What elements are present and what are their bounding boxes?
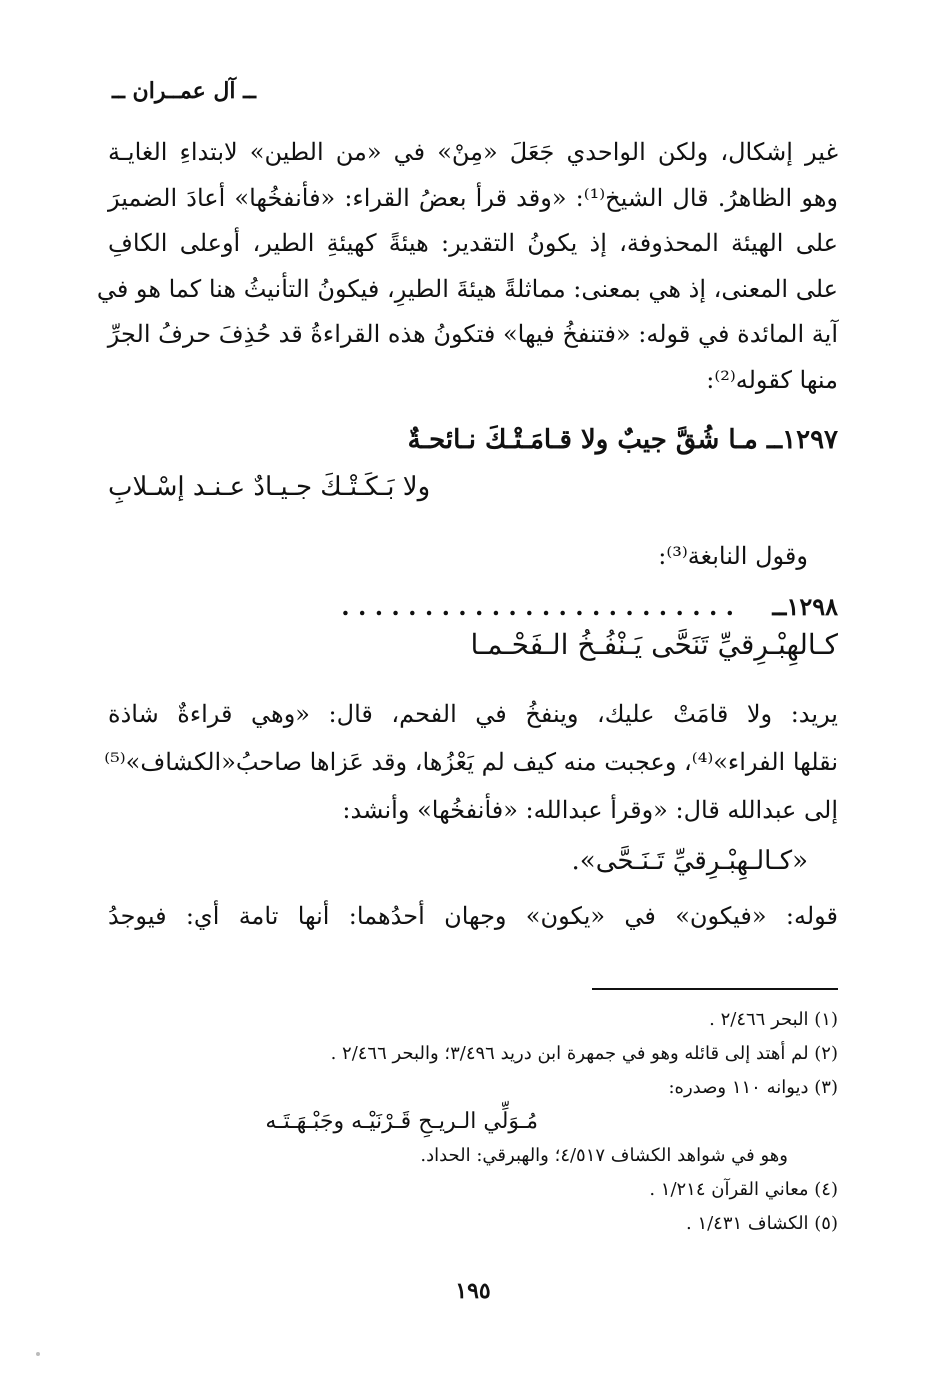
footnote-4: (٤) معاني القرآن ١/٢١٤ . bbox=[649, 1179, 838, 1200]
nabigha-intro: وقول النابغة⁽³⁾: bbox=[658, 542, 808, 570]
quoted-hemistich: «كـالـهِبْـرِقيِّ تَـنَـحَّى». bbox=[571, 846, 808, 876]
verse-1298-second-hemistich: كـالهِبْـرِقيِّ تَنَحَّى يَـنْفُـخُ الـفَحْـمـا bbox=[470, 628, 838, 661]
page-number: ١٩٥ bbox=[455, 1278, 491, 1304]
verse-1297-second-hemistich: ولا بَـكَـتْـكَ جـيـادٌ عـنـد إسْـلابِ bbox=[108, 472, 431, 502]
paragraph-2-line: يريد: ولا قامَتْ عليك، وينفخُ في الفحم، قال: «وهي قراءةٌ شاذة bbox=[108, 700, 838, 728]
paragraph-1-line: آية المائدة في قوله: «فتنفخُ فيها» فتكونُ هذه القراءةُ قد حُذِفَ حرفُ الجرِّ bbox=[107, 320, 838, 349]
verse-1298-number: ١٢٩٨ــ bbox=[772, 592, 838, 621]
closing-line: قوله: «فيكون» في «يكون» وجهان أحدُهما: أنها تامة أي: فيوجدُ bbox=[108, 902, 838, 930]
paragraph-1-line: منها كقوله⁽²⁾: bbox=[706, 365, 838, 394]
verse-1297-second-hemistich-wrap bbox=[108, 472, 838, 502]
footnote-2: (٢) لم أهتد إلى قائله وهو في جمهرة ابن دريد ٣/٤٩٦؛ والبحر ٢/٤٦٦ . bbox=[330, 1043, 838, 1064]
footnote-3: (٣) ديوانه ١١٠ وصدره: bbox=[668, 1077, 838, 1098]
footnote-separator bbox=[592, 988, 838, 990]
footnotes bbox=[98, 1003, 838, 1241]
paragraph-1 bbox=[96, 130, 838, 404]
verse-1298-first-line bbox=[341, 592, 838, 621]
paragraph-2-line: نقلها الفراء»⁽⁴⁾، وعجبت منه كيف لم يَعْزُها، وقد عَزاها صاحبُ«الكشاف»⁽⁵⁾ bbox=[104, 748, 838, 776]
paragraph-2 bbox=[104, 690, 838, 834]
scan-speck bbox=[36, 1352, 40, 1356]
paragraph-1-line: على المعنى، إذ هي بمعنى: مماثلةً هيئةَ الطيرِ، فيكونُ التأنيثُ هنا كما هو في bbox=[96, 274, 838, 303]
footnote-3-note: وهو في شواهد الكشاف ٤/٥١٧؛ والهبرقي: الحداد. bbox=[420, 1145, 788, 1166]
verse-1297-first-hemistich: ١٢٩٧ــ مـا شُقَّ جيبٌ ولا قـامَـتْـكَ نـائحـةٌ bbox=[407, 425, 838, 455]
running-header: ــ آل عمــران ــ bbox=[112, 78, 256, 104]
paragraph-1-line: على الهيئة المحذوفة، إذ يكونُ التقدير: هيئةً كهيئةِ الطير، أوعلى الكافِ bbox=[108, 229, 838, 258]
footnote-3-verse: مُـوَلِّي الـريـحِ قَـرْنَيْـه وجَبْـهَـتَـه bbox=[265, 1109, 538, 1134]
footnote-5: (٥) الكشاف ١/٤٣١ . bbox=[686, 1213, 838, 1234]
paragraph-2-line: إلى عبدالله قال: «وقرأ عبدالله: «فأنفخُها» وأنشد: bbox=[342, 796, 838, 824]
paragraph-1-line: غير إشكال، ولكن الواحدي جَعَلَ «مِنْ» في «من الطين» لابتداءِ الغايـة bbox=[108, 138, 838, 166]
verse-1298-ellipsis: . . . . . . . . . . . . . . . . . . . . . . . . bbox=[341, 592, 735, 621]
paragraph-1-line: وهو الظاهرُ. قال الشيخ⁽¹⁾: «وقد قرأ بعضُ القراء: «فأنفخُها» أعادَ الضميرَ bbox=[108, 183, 838, 212]
footnote-1: (١) البحر ٢/٤٦٦ . bbox=[709, 1009, 838, 1030]
